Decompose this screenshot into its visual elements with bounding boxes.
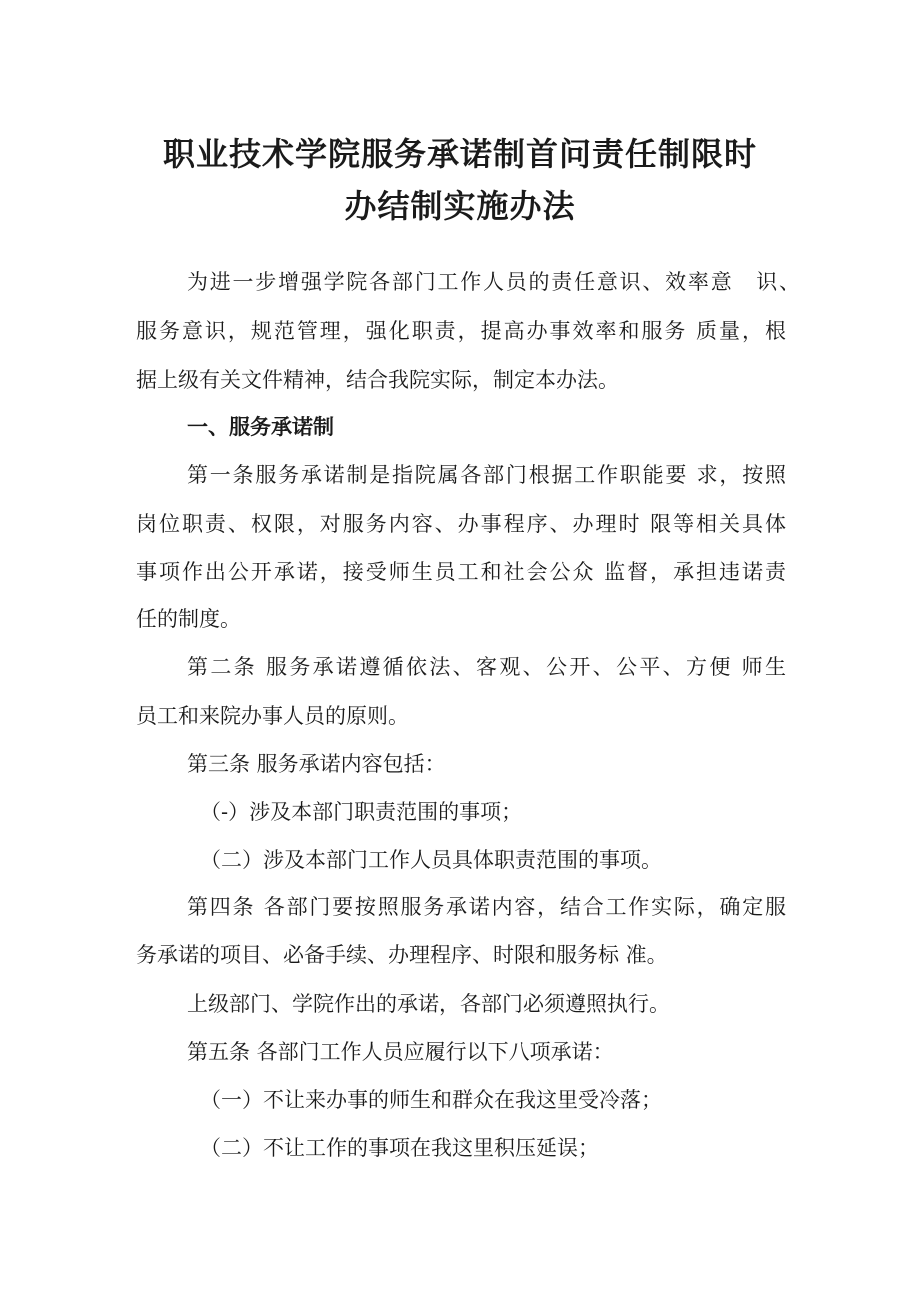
article-5-item-2: （二）不让工作的事项在我这里积压延误；: [200, 1136, 599, 1160]
intro-line-2: 服务意识，规范管理，强化职责，提高办事效率和服务 质量，根: [136, 319, 786, 343]
article-3-item-1: （-）涉及本部门职责范围的事项；: [200, 800, 523, 824]
intro-line-3: 据上级有关文件精神，结合我院实际，制定本办法。: [136, 368, 619, 392]
article-2-line-1: 第二条 服务承诺遵循依法、客观、公开、公平、方便 师生: [187, 655, 786, 679]
intro-line-1: 为进一步增强学院各部门工作人员的责任意识、效率意 识、: [187, 270, 800, 294]
document-title-line-2: 办结制实施办法: [344, 187, 576, 225]
article-4-note: 上级部门、学院作出的承诺，各部门必须遵照执行。: [187, 992, 670, 1016]
article-1-line-4: 任的制度。: [136, 607, 241, 631]
document-title-line-1: 职业技术学院服务承诺制首问责任制限时: [162, 135, 757, 173]
article-4-line-2: 务承诺的项目、必备手续、办理程序、时限和服务标 准。: [136, 943, 668, 967]
article-1-line-3: 事项作出公开承诺，接受师生员工和社会公众 监督，承担违诺责: [136, 560, 786, 584]
section-heading-service-commitment: 一、服务承诺制: [187, 415, 334, 439]
article-5: 第五条 各部门工作人员应履行以下八项承诺：: [187, 1040, 614, 1064]
article-2-line-2: 员工和来院办事人员的原则。: [136, 704, 409, 728]
article-4-line-1: 第四条 各部门要按照服务承诺内容，结合工作实际，确定服: [187, 895, 786, 919]
article-3: 第三条 服务承诺内容包括：: [187, 752, 446, 776]
article-1-line-2: 岗位职责、权限，对服务内容、办事程序、办理时 限等相关具体: [136, 512, 786, 536]
article-3-item-2: （二）涉及本部门工作人员具体职责范围的事项。: [200, 848, 662, 872]
article-1-line-1: 第一条服务承诺制是指院属各部门根据工作职能要 求，按照: [187, 463, 786, 487]
article-5-item-1: （一）不让来办事的师生和群众在我这里受冷落；: [200, 1088, 662, 1112]
